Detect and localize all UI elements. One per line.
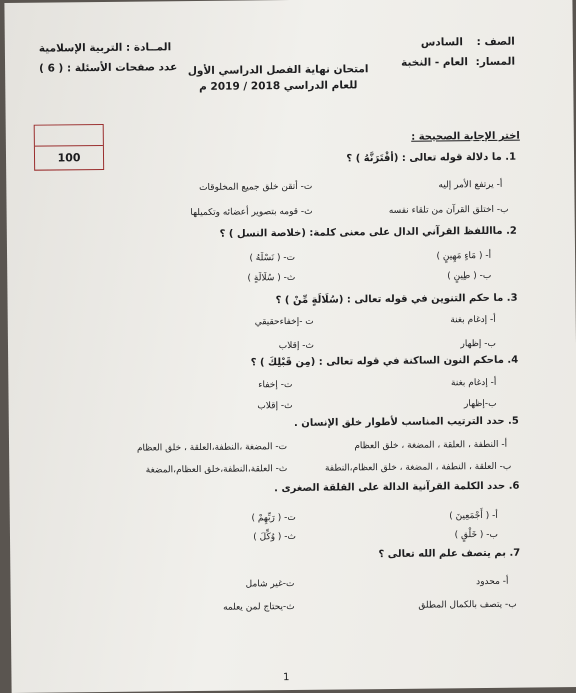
q6-option-a: أ- ( أَجْمَعِينَ ) — [449, 510, 498, 522]
question-6: 6. حدد الكلمة القرآنية الدالة على القلقة الصغرى . — [274, 480, 520, 495]
q4-option-t: ت- إخفاء — [258, 379, 293, 391]
q6-option-th: ث- ( وُكِّلَ ) — [253, 531, 297, 543]
grade-value: السادس — [420, 36, 463, 49]
subject-line — [39, 41, 171, 54]
question-7: 7. بم يتصف علم الله تعالى ؟ — [378, 547, 521, 561]
q2-option-th: ث- ( سُلَالَةٍ ) — [247, 272, 296, 284]
q3-option-th: ث- إقلاب — [278, 340, 315, 352]
q5-option-a: أ- النطفة ، العلقة ، المضغة ، خلق العظام — [354, 439, 508, 452]
q2-option-b: ب- ( طِينٍ ) — [447, 270, 492, 282]
question-5: 5. حدد الترتيب المناسب لأطوار خلق الإنسان . — [293, 415, 519, 429]
page-number: 1 — [283, 672, 290, 684]
q4-option-b: ب-إظهار — [463, 398, 497, 410]
score-box — [34, 124, 104, 171]
pages-value: ( 6 ) — [39, 62, 64, 75]
q4-option-a: أ- إدغام بغنة — [450, 377, 497, 389]
q3-option-a: أ- إدغام بغنة — [450, 314, 496, 326]
question-1: 1. ما دلالة قوله تعالى : (أقْتَرَنَّهُ ) ؟ — [346, 151, 517, 165]
exam-title: امتحان نهاية الفصل الدراسي الأول — [187, 63, 369, 78]
q1-option-th: ث- قومه بتصوير أعضائه وتكميلها — [190, 206, 313, 219]
grade-label: الصف : — [476, 35, 515, 49]
pages-label: عدد صفحات الأسئلة : — [66, 61, 178, 75]
question-2: 2. مااللفظ القرآني الدال على معنى كلمة: (خلاصة النسل ) ؟ — [219, 225, 517, 240]
section-title: اختر الإجابة الصحيحة : — [411, 130, 520, 143]
q6-option-t: ت- ( رَبِّهِمْ ) — [251, 512, 296, 524]
q5-option-b: ب- العلقة ، النطفة ، المضغة ، خلق العظام،النطفة — [324, 461, 512, 474]
subject-label: المــادة : — [125, 41, 172, 54]
q7-option-b: ب- يتصف بالكمال المطلق — [418, 599, 517, 611]
q6-option-b: ب- ( خَلْقٍ ) — [454, 529, 499, 541]
q2-option-a: أ- ( مَاءٍ مَهِينٍ ) — [436, 250, 492, 262]
subject-value: التربية الإسلامية — [38, 41, 123, 55]
track-line — [401, 56, 515, 69]
q3-option-b: ب- إظهار — [460, 338, 497, 350]
q7-option-a: أ- محدود — [476, 576, 509, 588]
question-3: 3. ما حكم التنوين في قوله تعالى : (سُلَالَةٍ مِّنْ ) ؟ — [275, 292, 518, 307]
q5-option-t: ت- المضغة ،النطفة،العلقة ، خلق العظام — [136, 442, 288, 454]
exam-paper — [4, 0, 576, 693]
question-4: 4. ماحكم النون الساكنة في قوله تعالى : (مِن قَبْلِكَ ) ؟ — [250, 354, 519, 369]
q3-option-t: ت -إخفاءحقيقي — [254, 316, 314, 328]
q1-option-b: ب- اختلق القرآن من تلقاء نفسه — [388, 204, 509, 216]
track-value: العام - النخبة — [401, 56, 469, 69]
grade-line — [421, 36, 515, 49]
q5-option-th: ث- العلقة،النطفة،خلق العظام،المضغة — [145, 464, 288, 476]
q1-option-t: ت- أتقن خلق جميع المخلوقات — [199, 181, 313, 193]
q4-option-th: ث- إقلاب — [257, 400, 293, 412]
score-total: 100 — [57, 151, 81, 165]
q7-option-t: ت-غير شامل — [245, 578, 295, 590]
q2-option-t: ت- ( نَسْلَهُ ) — [249, 252, 296, 264]
score-divider — [35, 145, 103, 147]
exam-year: للعام الدراسي 2018 / 2019 م — [199, 79, 358, 93]
pages-line — [39, 61, 177, 74]
track-label: المسار: — [475, 55, 516, 69]
q1-option-a: أ- يرتفع الأمر إليه — [438, 179, 503, 191]
q7-option-th: ث-يحتاج لمن يعلمه — [223, 601, 295, 613]
